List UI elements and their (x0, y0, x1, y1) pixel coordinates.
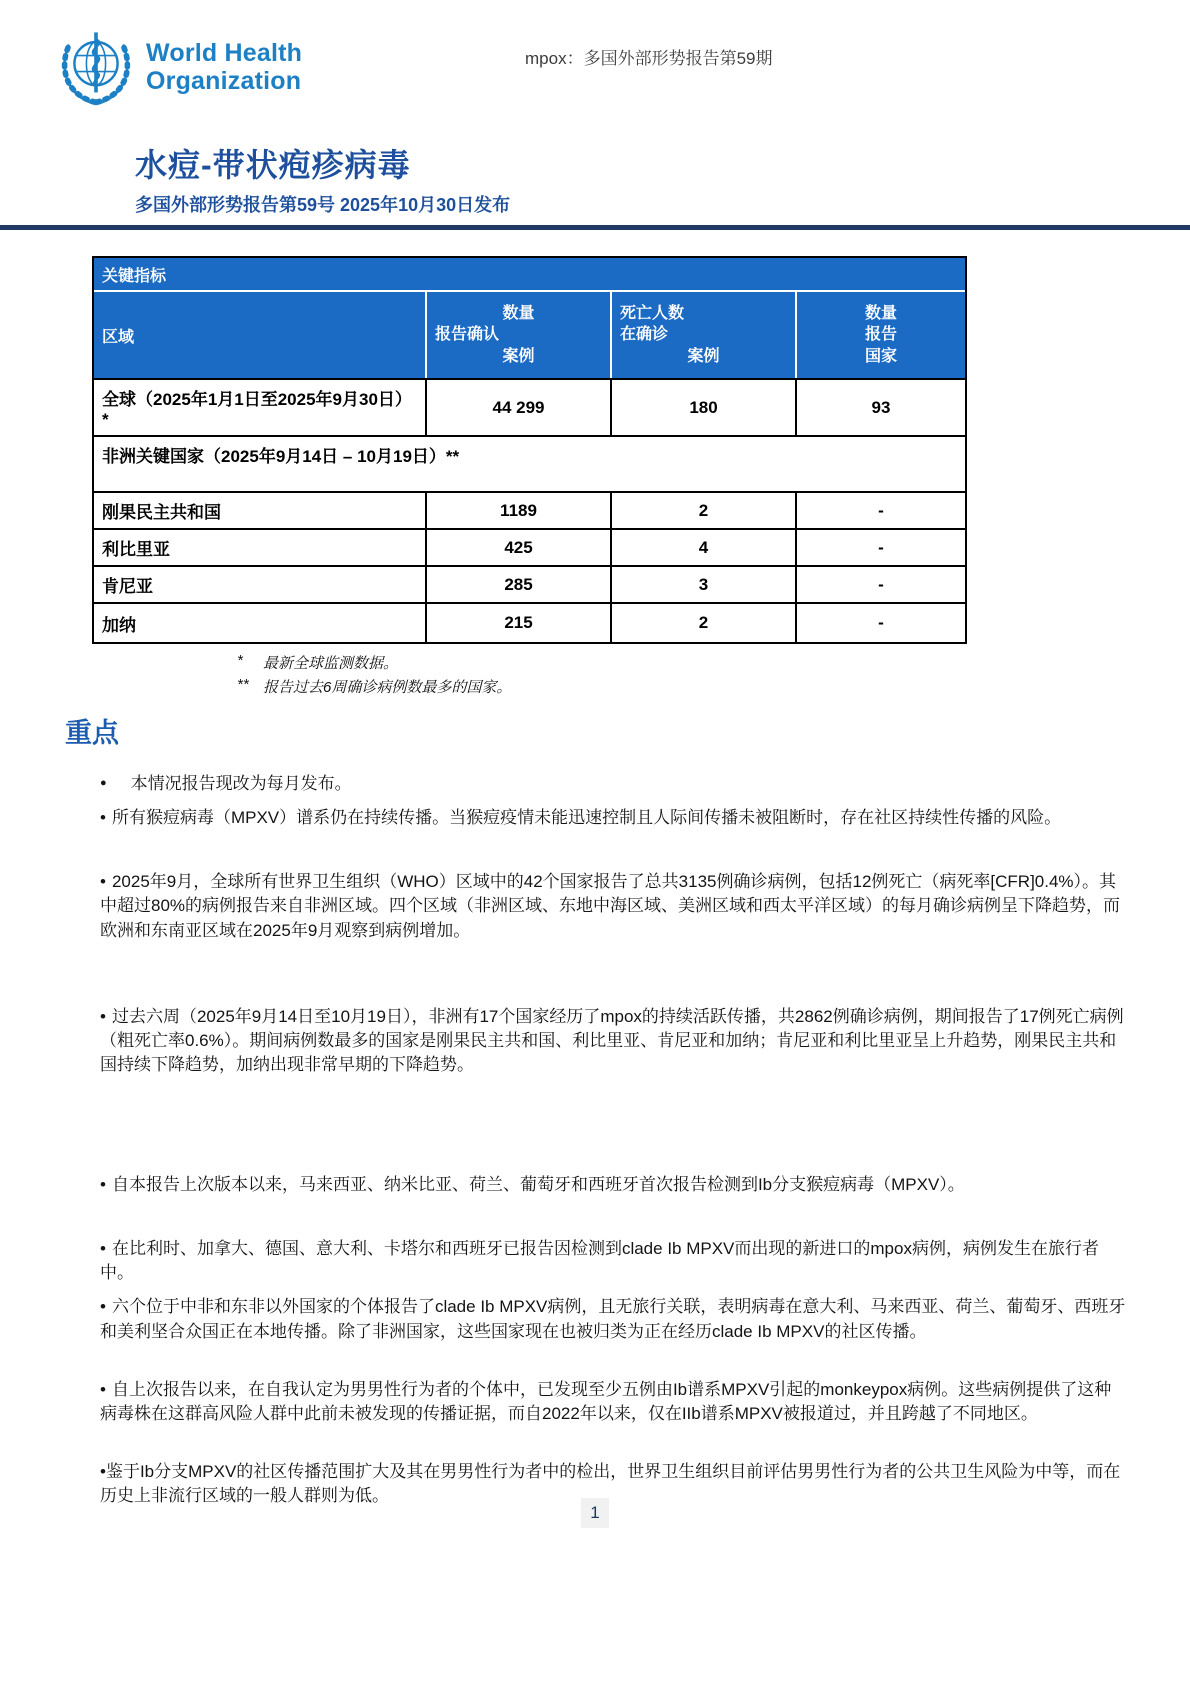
who-logo-line2: Organization (146, 66, 302, 95)
highlight-item: ● 本情况报告现改为每月发布。 (100, 774, 352, 793)
bullet-icon: • (100, 872, 106, 892)
highlight-item: • 自上次报告以来，在自我认定为男男性行为者的个体中，已发现至少五例由Ib谱系MPXV引起的monkeypox病例。这些病例提供了这种病毒株在这群高风险人群中此前未被发现的传播证据，而自2022年以来，仅在IIb谱系MPXV被报道过，并且跨越了不同地区。 (100, 1379, 1112, 1423)
key-indicators-table (92, 256, 967, 644)
footnote (237, 652, 963, 673)
key-indicators-table-wrap (92, 256, 963, 697)
bullet-icon: • (100, 808, 106, 828)
bullet-icon: ● (100, 777, 107, 789)
table-row: 利比里亚 425 4 - (94, 528, 965, 565)
bullet-icon: • (100, 1379, 106, 1399)
table-row: 肯尼亚 285 3 - (94, 565, 965, 602)
footnote-marker: * (237, 652, 243, 669)
table-footnotes (237, 652, 963, 697)
col-header-deaths: 死亡人数 在确诊 案例 (612, 292, 797, 378)
page-title: 水痘-带状疱疹病毒 (135, 147, 411, 183)
footnote-text: 报告过去6周确诊病例数最多的国家。 (263, 679, 512, 696)
col-header-countries: 数量 报告 国家 (797, 292, 965, 378)
page-number: 1 (581, 1498, 608, 1528)
highlight-item: •鉴于Ib分支MPXV的社区传播范围扩大及其在男男性行为者中的检出，世界卫生组织目前评估男男性行为者的公共卫生风险为中等，而在历史上非流行区域的一般人群则为低。 (100, 1461, 1121, 1505)
highlight-item: • 六个位于中非和东非以外国家的个体报告了clade Ib MPXV病例，且无旅行关联，表明病毒在意大利、马来西亚、荷兰、葡萄牙、西班牙和美利坚合众国正在本地传播。除了非洲国家，这些国家现在也被归类为正在经历clade Ib MPXV的社区传播。 (100, 1297, 1126, 1341)
title-block (135, 140, 1190, 217)
bullet-icon: • (100, 1297, 106, 1317)
who-emblem-icon (56, 28, 136, 112)
footnote (237, 676, 963, 697)
highlights-heading: 重点 (65, 718, 119, 748)
who-logo-text (146, 28, 302, 95)
highlights-list (100, 772, 1128, 1508)
page-subtitle: 多国外部形势报告第59号 2025年10月30日发布 (135, 195, 511, 215)
bullet-icon: • (100, 1006, 106, 1026)
highlight-item: • 在比利时、加拿大、德国、意大利、卡塔尔和西班牙已报告因检测到clade Ib MPXV而出现的新进口的mpox病例，病例发生在旅行者中。 (100, 1239, 1099, 1283)
highlight-item: • 2025年9月，全球所有世界卫生组织（WHO）区域中的42个国家报告了总共3135例确诊病例，包括12例死亡（病死率[CFR]0.4%）。其中超过80%的病例报告来自非洲区域。四个区域（非洲区域、东地中海区域、美洲区域和西太平洋区域）的每月确诊病例呈下降趋势，而欧洲和东南亚区域在2025年9月观察到病例增加。 (100, 872, 1121, 940)
highlight-item: • 所有猴痘病毒（MPXV）谱系仍在持续传播。当猴痘疫情未能迅速控制且人际间传播未被阻断时，存在社区持续性传播的风险。 (100, 808, 1062, 828)
footnote-text: 最新全球监测数据。 (263, 655, 399, 672)
footnote-marker: ** (237, 676, 249, 693)
table-caption: 关键指标 (94, 258, 965, 292)
bullet-icon: • (100, 1461, 106, 1481)
bullet-icon: • (100, 1239, 106, 1259)
table-row: 刚果民主共和国 1189 2 - (94, 491, 965, 528)
page-footer (0, 1498, 1190, 1528)
page-header (0, 0, 1190, 114)
table-row-global: 全球（2025年1月1日至2025年9月30日）* 44 299 180 93 (94, 378, 965, 435)
title-divider (0, 225, 1190, 230)
who-logo-line1: World Health (146, 39, 303, 67)
col-header-cases: 数量 报告确认 案例 (427, 292, 612, 378)
table-row: 加纳 215 2 - (94, 602, 965, 642)
table-row-africa-section: 非洲关键国家（2025年9月14日 – 10月19日）** (94, 435, 965, 491)
highlight-item: • 过去六周（2025年9月14日至10月19日），非洲有17个国家经历了mpox的持续活跃传播，共2862例确诊病例，期间报告了17例死亡病例（粗死亡率0.6%）。期间病例数最多的国家是刚果民主共和国、利比里亚、肯尼亚和加纳；肯尼亚和利比里亚呈上升趋势，刚果民主共和国持续下降趋势，加纳出现非常早期的下降趋势。 (100, 1006, 1124, 1074)
bullet-icon: • (100, 1175, 106, 1194)
col-header-region: 区域 (94, 292, 427, 378)
who-logo (56, 28, 302, 112)
running-header: mpox：多国外部形势报告第59期 (525, 49, 773, 68)
highlight-item: • 自本报告上次版本以来，马来西亚、纳米比亚、荷兰、葡萄牙和西班牙首次报告检测到Ib分支猴痘病毒（MPXV）。 (100, 1175, 965, 1194)
